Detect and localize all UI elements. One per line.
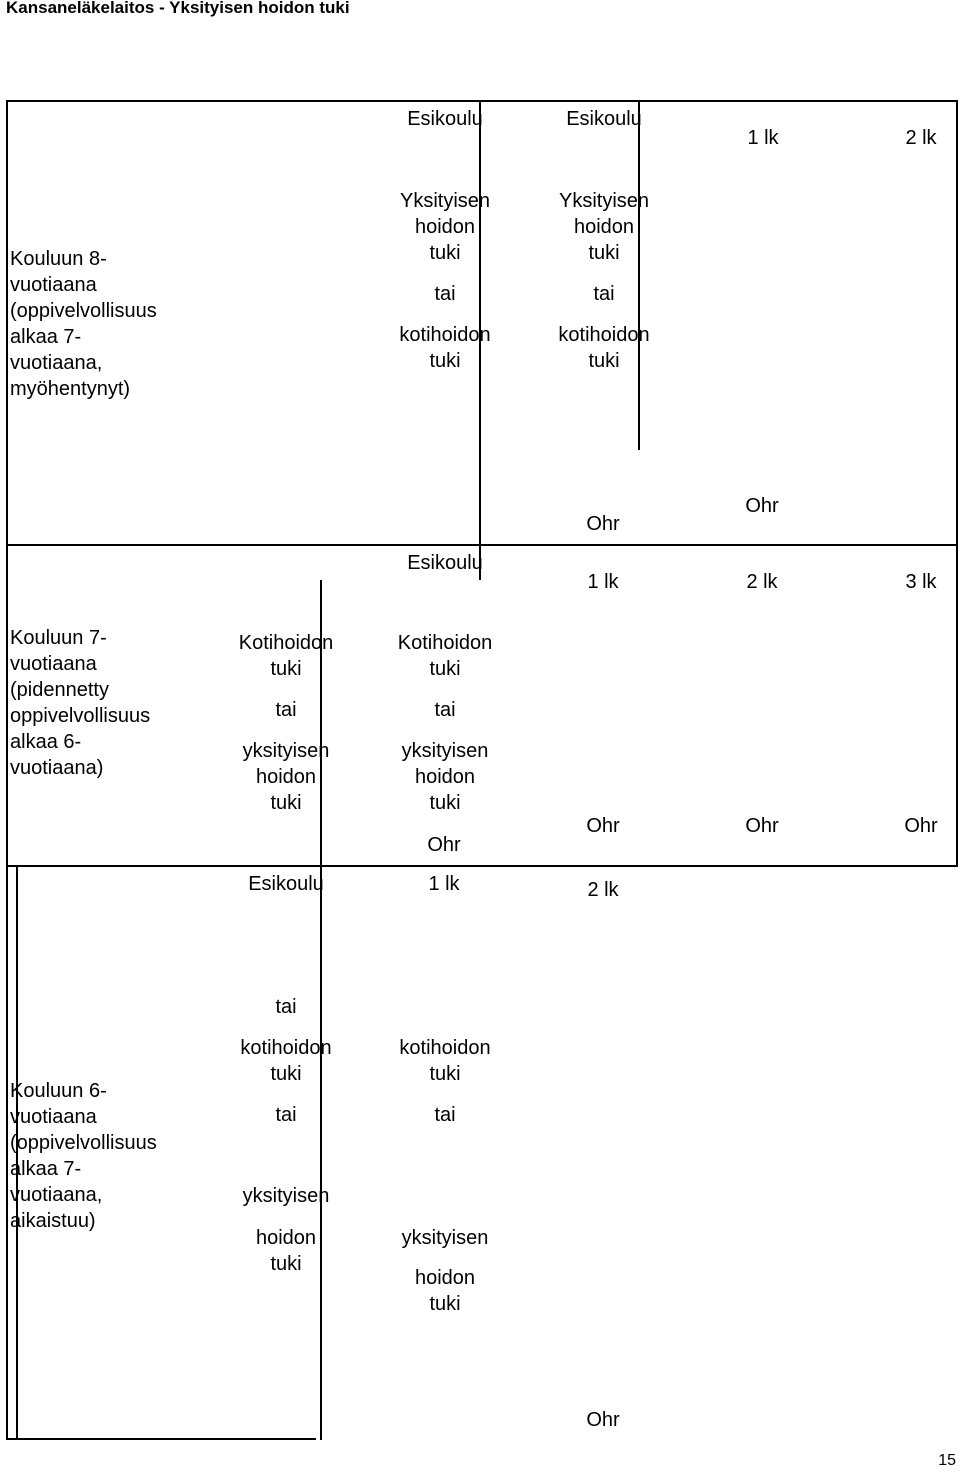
cell-line: yksityisen: [401, 740, 489, 762]
column-divider: [638, 100, 640, 450]
cell-line: tuki: [270, 1253, 302, 1275]
cell-line: tuki: [588, 242, 620, 264]
cell-line: tai: [434, 1104, 456, 1126]
cell-line: tai: [275, 1104, 297, 1126]
cell-line: yksityisen: [242, 1185, 330, 1207]
cell-line: hoidon: [414, 766, 476, 788]
section2-esikoulu-header: Esikoulu: [407, 552, 483, 574]
cell-line: hoidon: [414, 216, 476, 238]
section3-col3-ohr: Ohr: [586, 1409, 620, 1431]
cell-line: yksityisen: [242, 740, 330, 762]
cell-line: hoidon: [414, 1267, 476, 1289]
table-bottom-fragment: [6, 1438, 316, 1440]
row-label-line: Kouluun 7-: [10, 627, 107, 649]
row-label-line: (oppivelvollisuus: [10, 1132, 157, 1154]
cell-line: tai: [434, 283, 456, 305]
section1-col4-ohr: Ohr: [745, 495, 779, 517]
section1-col1-header: Esikoulu: [407, 108, 483, 130]
cell-line: tuki: [429, 350, 461, 372]
row-label-line: vuotiaana,: [10, 1184, 103, 1206]
cell-line: kotihoidon: [399, 324, 491, 346]
cell-line: tuki: [270, 658, 302, 680]
cell-line: kotihoidon: [399, 1037, 491, 1059]
cell-line: hoidon: [255, 1227, 317, 1249]
page-number: 15: [938, 1452, 956, 1469]
row-label-line: vuotiaana: [10, 1106, 97, 1128]
row-divider: [6, 544, 958, 546]
table-top-border: [6, 100, 958, 102]
section2-col2-cell: [359, 630, 493, 830]
cell-line: hoidon: [573, 216, 635, 238]
row-divider: [6, 865, 958, 867]
cell-line: tuki: [429, 1063, 461, 1085]
cell-line: tuki: [429, 242, 461, 264]
cell-line: Yksityisen: [558, 190, 650, 212]
row-label-line: alkaa 7-: [10, 326, 82, 348]
cell-line: tai: [434, 699, 456, 721]
cell-line: tuki: [429, 792, 461, 814]
page-header: Kansaneläkelaitos - Yksityisen hoidon tuki: [6, 0, 350, 17]
column-divider: [956, 100, 958, 865]
row-label-line: (oppivelvollisuus: [10, 300, 157, 322]
cell-line: tai: [275, 699, 297, 721]
cell-line: tuki: [270, 1063, 302, 1085]
row-label-line: vuotiaana,: [10, 352, 103, 374]
cell-line: yksityisen: [401, 1227, 489, 1249]
row-label-line: Kouluun 8-: [10, 248, 107, 270]
row-label-line: myöhentynyt): [10, 378, 131, 400]
cell-line: tuki: [270, 792, 302, 814]
section1-col3-header: 1 lk: [747, 127, 779, 149]
cell-line: tuki: [429, 1293, 461, 1315]
section1-col2-header: Esikoulu: [566, 108, 642, 130]
section2-3lk-header: 3 lk: [905, 571, 937, 593]
cell-line: Kotihoidon: [397, 632, 493, 654]
section2-1lk-header: 1 lk: [587, 571, 619, 593]
section1-col3-ohr: Ohr: [586, 513, 620, 535]
table-left-border: [6, 100, 8, 1440]
section2-col2-ohr: Ohr: [427, 834, 461, 856]
row-label-line: alkaa 7-: [10, 1158, 82, 1180]
cell-line: tai: [275, 996, 297, 1018]
row-label-line: aikaistuu): [10, 1210, 96, 1232]
cell-line: tuki: [588, 350, 620, 372]
section2-2lk-header: 2 lk: [746, 571, 778, 593]
section2-col5-ohr: Ohr: [904, 815, 938, 837]
section1-col4-header: 2 lk: [905, 127, 937, 149]
row-label-line: Kouluun 6-: [10, 1080, 107, 1102]
cell-line: Kotihoidon: [238, 632, 334, 654]
cell-line: tuki: [429, 658, 461, 680]
row-label-line: alkaa 6-: [10, 731, 82, 753]
cell-line: kotihoidon: [240, 1037, 332, 1059]
cell-line: tai: [593, 283, 615, 305]
cell-line: Yksityisen: [399, 190, 491, 212]
row-label-line: (pidennetty: [10, 679, 109, 701]
section3-esikoulu-header: Esikoulu: [248, 873, 324, 895]
row-label-line: vuotiaana: [10, 274, 97, 296]
section3-2lk-header: 2 lk: [587, 879, 619, 901]
row-label-line: vuotiaana: [10, 653, 97, 675]
row-label-line: oppivelvollisuus: [10, 705, 151, 727]
cell-line: kotihoidon: [558, 324, 650, 346]
section3-1lk-header: 1 lk: [428, 873, 460, 895]
cell-line: hoidon: [255, 766, 317, 788]
section2-col1-cell: [200, 630, 334, 830]
row-label-line: vuotiaana): [10, 757, 104, 779]
section2-col3-ohr: Ohr: [586, 815, 620, 837]
section2-col4-ohr: Ohr: [745, 815, 779, 837]
